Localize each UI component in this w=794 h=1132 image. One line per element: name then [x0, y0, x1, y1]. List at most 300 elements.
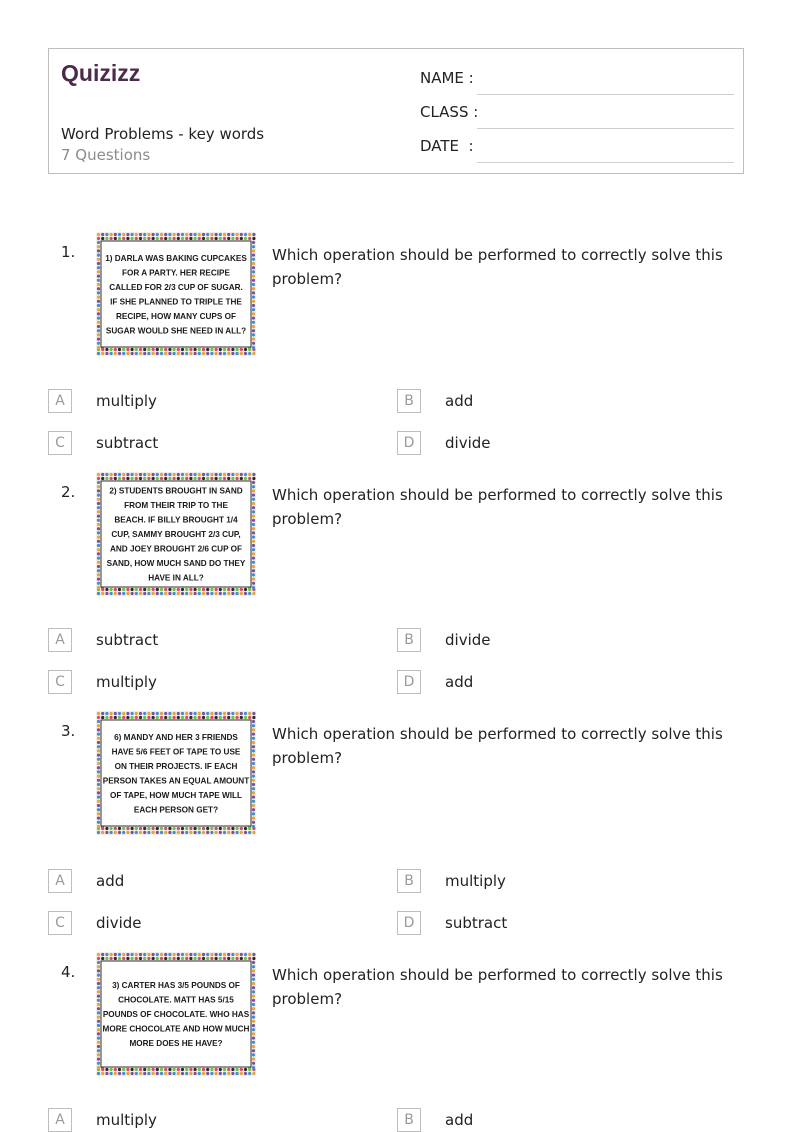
border-dot — [173, 588, 176, 591]
border-dot — [122, 957, 125, 960]
border-dot — [252, 510, 255, 513]
border-dot — [160, 592, 163, 595]
option-text: multiply — [445, 872, 506, 890]
border-dot — [223, 588, 226, 591]
border-dot — [210, 827, 213, 830]
border-dot — [252, 766, 255, 769]
border-dot — [168, 712, 171, 715]
border-dot — [97, 737, 100, 740]
option-a[interactable] — [48, 1108, 348, 1132]
border-dot — [252, 953, 255, 956]
border-dot — [189, 712, 192, 715]
border-dot — [164, 827, 167, 830]
border-dot — [210, 477, 213, 480]
border-dot — [156, 1068, 159, 1071]
border-dot — [135, 1068, 138, 1071]
border-dot — [122, 473, 125, 476]
border-dot — [97, 808, 100, 811]
border-dot — [210, 716, 213, 719]
border-dot — [252, 262, 255, 265]
border-dot — [252, 485, 255, 488]
border-dot — [252, 573, 255, 576]
border-dot — [97, 279, 100, 282]
border-dot — [97, 999, 100, 1002]
border-dot — [97, 548, 100, 551]
border-dot — [173, 233, 176, 236]
border-dot — [114, 957, 117, 960]
border-dot — [110, 831, 113, 834]
border-dot — [152, 827, 155, 830]
border-dot — [173, 352, 176, 355]
option-a[interactable] — [48, 389, 348, 413]
border-dot — [97, 527, 100, 530]
border-dot — [168, 1068, 171, 1071]
date-label: DATE : — [420, 137, 474, 155]
border-dot — [135, 953, 138, 956]
border-dot — [202, 477, 205, 480]
name-field[interactable] — [420, 69, 734, 93]
border-dot — [147, 712, 150, 715]
border-dot — [231, 233, 234, 236]
border-dot — [152, 352, 155, 355]
border-dot — [139, 716, 142, 719]
card-text: 6) MANDY AND HER 3 FRIENDS HAVE 5/6 FEET OF TAPE TO USE ON THEIR PROJECTS. IF EACH PERSON TAKES AN EQUAL AMOUNT OF TAPE, HOW MUCH TAPE WILL EACH PERSON GET? — [102, 732, 250, 815]
border-dot — [156, 1072, 159, 1075]
border-dot — [194, 1072, 197, 1075]
border-dot — [252, 1024, 255, 1027]
border-dot — [231, 716, 234, 719]
option-a[interactable] — [48, 869, 348, 893]
border-dot — [236, 831, 239, 834]
border-dot — [156, 831, 159, 834]
date-field[interactable] — [420, 137, 734, 161]
border-dot — [126, 1068, 129, 1071]
border-dot — [164, 1072, 167, 1075]
question-number: 1. — [61, 243, 76, 261]
border-dot — [198, 716, 201, 719]
border-dot — [164, 1068, 167, 1071]
border-dot — [231, 827, 234, 830]
border-dot — [97, 783, 100, 786]
border-dot — [202, 233, 205, 236]
border-dot — [185, 1072, 188, 1075]
border-dot — [114, 953, 117, 956]
border-dot — [252, 720, 255, 723]
border-dot — [114, 348, 117, 351]
border-dot — [164, 237, 167, 240]
border-dot — [185, 712, 188, 715]
border-dot — [97, 304, 100, 307]
border-dot — [198, 237, 201, 240]
border-dot — [177, 473, 180, 476]
border-dot — [198, 473, 201, 476]
border-dot — [118, 1072, 121, 1075]
border-dot — [210, 1072, 213, 1075]
border-dot — [252, 712, 255, 715]
border-dot — [147, 352, 150, 355]
border-dot — [97, 312, 100, 315]
border-dot — [219, 348, 222, 351]
border-dot — [105, 716, 108, 719]
border-dot — [97, 953, 100, 956]
border-dot — [114, 716, 117, 719]
border-dot — [97, 804, 100, 807]
border-dot — [139, 237, 142, 240]
border-dot — [118, 831, 121, 834]
option-c[interactable] — [48, 911, 348, 935]
border-dot — [135, 957, 138, 960]
border-dot — [252, 270, 255, 273]
border-dot — [206, 1068, 209, 1071]
border-dot — [215, 348, 218, 351]
border-dot — [97, 266, 100, 269]
border-dot — [97, 485, 100, 488]
border-dot — [252, 779, 255, 782]
option-c[interactable] — [48, 431, 348, 455]
border-dot — [227, 827, 230, 830]
option-text: divide — [445, 631, 491, 649]
border-dot — [198, 588, 201, 591]
border-dot — [215, 1072, 218, 1075]
border-dot — [244, 352, 247, 355]
border-dot — [215, 953, 218, 956]
border-dot — [147, 716, 150, 719]
border-dot — [156, 716, 159, 719]
border-dot — [244, 831, 247, 834]
border-dot — [131, 352, 134, 355]
border-dot — [97, 254, 100, 257]
border-dot — [189, 953, 192, 956]
card-text: 1) DARLA WAS BAKING CUPCAKES FOR A PARTY. HER RECIPE CALLED FOR 2/3 CUP OF SUGAR. IF SHE PLANNED TO TRIPLE THE RECIPE, HOW MANY CUPS OF SUGAR WOULD SHE NEED IN ALL? — [105, 253, 247, 336]
border-dot — [252, 831, 255, 834]
border-dot — [248, 477, 251, 480]
border-dot — [202, 957, 205, 960]
option-b[interactable] — [397, 1108, 697, 1132]
border-dot — [198, 957, 201, 960]
option-letter: D — [397, 911, 421, 935]
border-dot — [252, 494, 255, 497]
border-dot — [160, 237, 163, 240]
border-dot — [202, 827, 205, 830]
border-dot — [131, 348, 134, 351]
border-dot — [97, 241, 100, 244]
border-dot — [223, 477, 226, 480]
border-dot — [97, 1041, 100, 1044]
border-dot — [177, 831, 180, 834]
border-dot — [118, 712, 121, 715]
border-dot — [139, 712, 142, 715]
border-dot — [105, 1068, 108, 1071]
border-dot — [173, 831, 176, 834]
border-dot — [118, 827, 121, 830]
border-dot — [97, 770, 100, 773]
border-dot — [248, 233, 251, 236]
border-dot — [97, 489, 100, 492]
border-dot — [185, 1068, 188, 1071]
border-dot — [139, 1072, 142, 1075]
border-dot — [215, 831, 218, 834]
border-dot — [198, 352, 201, 355]
border-dot — [173, 592, 176, 595]
border-dot — [248, 237, 251, 240]
border-dot — [97, 1016, 100, 1019]
border-dot — [231, 1072, 234, 1075]
border-dot — [236, 233, 239, 236]
border-dot — [252, 978, 255, 981]
border-dot — [252, 477, 255, 480]
border-dot — [248, 712, 251, 715]
class-field[interactable] — [420, 103, 734, 127]
border-dot — [210, 237, 213, 240]
border-dot — [139, 233, 142, 236]
border-dot — [160, 473, 163, 476]
border-dot — [181, 348, 184, 351]
border-dot — [181, 237, 184, 240]
border-dot — [114, 831, 117, 834]
worksheet-header — [48, 48, 744, 174]
border-dot — [244, 592, 247, 595]
border-dot — [97, 1020, 100, 1023]
border-dot — [105, 592, 108, 595]
border-dot — [97, 346, 100, 349]
border-dot — [189, 233, 192, 236]
border-dot — [97, 766, 100, 769]
option-d[interactable] — [397, 670, 697, 694]
border-dot — [126, 237, 129, 240]
border-dot — [101, 957, 104, 960]
option-d[interactable] — [397, 431, 697, 455]
option-a[interactable] — [48, 628, 348, 652]
border-dot — [156, 352, 159, 355]
border-dot — [210, 592, 213, 595]
border-dot — [185, 352, 188, 355]
border-dot — [240, 352, 243, 355]
option-b[interactable] — [397, 389, 697, 413]
border-dot — [231, 348, 234, 351]
border-dot — [110, 592, 113, 595]
border-dot — [139, 592, 142, 595]
border-dot — [97, 317, 100, 320]
border-dot — [189, 827, 192, 830]
border-dot — [231, 352, 234, 355]
border-dot — [252, 758, 255, 761]
border-dot — [97, 275, 100, 278]
border-dot — [173, 348, 176, 351]
border-dot — [227, 473, 230, 476]
border-dot — [181, 953, 184, 956]
border-dot — [97, 262, 100, 265]
border-dot — [227, 1068, 230, 1071]
border-dot — [114, 1072, 117, 1075]
border-dot — [252, 770, 255, 773]
border-dot — [97, 758, 100, 761]
border-dot — [122, 592, 125, 595]
border-dot — [210, 588, 213, 591]
border-dot — [194, 1068, 197, 1071]
border-dot — [126, 716, 129, 719]
border-dot — [152, 1072, 155, 1075]
worksheet-title: Word Problems - key words — [61, 125, 265, 143]
border-dot — [244, 827, 247, 830]
border-dot — [160, 352, 163, 355]
border-dot — [252, 804, 255, 807]
border-dot — [227, 716, 230, 719]
border-dot — [185, 831, 188, 834]
border-dot — [252, 724, 255, 727]
border-dot — [126, 477, 129, 480]
border-dot — [126, 1072, 129, 1075]
border-dot — [252, 749, 255, 752]
option-b[interactable] — [397, 869, 697, 893]
border-dot — [252, 317, 255, 320]
border-dot — [139, 473, 142, 476]
border-dot — [252, 300, 255, 303]
border-dot — [97, 961, 100, 964]
border-dot — [252, 961, 255, 964]
question-image — [96, 711, 256, 835]
border-dot — [244, 957, 247, 960]
border-dot — [223, 953, 226, 956]
border-dot — [206, 348, 209, 351]
question-number: 2. — [61, 483, 76, 501]
border-dot — [231, 712, 234, 715]
border-dot — [252, 473, 255, 476]
border-dot — [252, 1072, 255, 1075]
border-dot — [210, 473, 213, 476]
border-dot — [152, 233, 155, 236]
border-dot — [181, 712, 184, 715]
border-dot — [143, 712, 146, 715]
border-dot — [164, 953, 167, 956]
border-dot — [206, 831, 209, 834]
border-dot — [122, 1072, 125, 1075]
border-dot — [160, 233, 163, 236]
border-dot — [152, 716, 155, 719]
border-dot — [147, 1068, 150, 1071]
border-dot — [252, 338, 255, 341]
border-dot — [206, 957, 209, 960]
border-dot — [248, 352, 251, 355]
border-dot — [252, 762, 255, 765]
border-dot — [252, 999, 255, 1002]
border-dot — [181, 831, 184, 834]
border-dot — [252, 796, 255, 799]
border-dot — [160, 588, 163, 591]
border-dot — [97, 1007, 100, 1010]
border-dot — [185, 592, 188, 595]
border-dot — [97, 1024, 100, 1027]
border-dot — [252, 502, 255, 505]
border-dot — [168, 716, 171, 719]
border-dot — [101, 716, 104, 719]
border-dot — [168, 588, 171, 591]
border-dot — [236, 1068, 239, 1071]
border-dot — [198, 592, 201, 595]
border-dot — [135, 827, 138, 830]
border-dot — [219, 716, 222, 719]
border-dot — [236, 716, 239, 719]
border-dot — [97, 745, 100, 748]
border-dot — [194, 953, 197, 956]
border-dot — [97, 592, 100, 595]
border-dot — [97, 291, 100, 294]
border-dot — [252, 557, 255, 560]
border-dot — [126, 831, 129, 834]
border-dot — [252, 969, 255, 972]
border-dot — [252, 733, 255, 736]
border-dot — [252, 1045, 255, 1048]
border-dot — [97, 494, 100, 497]
border-dot — [168, 233, 171, 236]
border-dot — [97, 982, 100, 985]
border-dot — [177, 592, 180, 595]
border-dot — [206, 237, 209, 240]
border-dot — [215, 352, 218, 355]
border-dot — [252, 1028, 255, 1031]
border-dot — [244, 716, 247, 719]
border-dot — [236, 477, 239, 480]
border-dot — [252, 775, 255, 778]
option-d[interactable] — [397, 911, 697, 935]
border-dot — [240, 473, 243, 476]
border-dot — [240, 712, 243, 715]
border-dot — [131, 477, 134, 480]
border-dot — [252, 974, 255, 977]
border-dot — [118, 953, 121, 956]
border-dot — [126, 712, 129, 715]
border-dot — [139, 953, 142, 956]
border-dot — [248, 592, 251, 595]
border-dot — [97, 338, 100, 341]
border-dot — [97, 531, 100, 534]
option-c[interactable] — [48, 670, 348, 694]
border-dot — [101, 233, 104, 236]
border-dot — [97, 237, 100, 240]
border-dot — [168, 592, 171, 595]
border-dot — [97, 519, 100, 522]
border-dot — [244, 473, 247, 476]
border-dot — [219, 473, 222, 476]
border-dot — [118, 477, 121, 480]
border-dot — [160, 348, 163, 351]
border-dot — [97, 712, 100, 715]
border-dot — [97, 1062, 100, 1065]
border-dot — [101, 477, 104, 480]
border-dot — [219, 233, 222, 236]
border-dot — [244, 348, 247, 351]
border-dot — [122, 1068, 125, 1071]
border-dot — [194, 473, 197, 476]
option-letter: B — [397, 869, 421, 893]
border-dot — [248, 831, 251, 834]
border-dot — [189, 477, 192, 480]
border-dot — [131, 712, 134, 715]
border-dot — [114, 233, 117, 236]
option-b[interactable] — [397, 628, 697, 652]
border-dot — [164, 957, 167, 960]
border-dot — [118, 588, 121, 591]
border-dot — [215, 477, 218, 480]
border-dot — [202, 1068, 205, 1071]
question-image — [96, 952, 256, 1076]
border-dot — [168, 827, 171, 830]
border-dot — [156, 473, 159, 476]
border-dot — [181, 588, 184, 591]
border-dot — [252, 586, 255, 589]
border-dot — [223, 831, 226, 834]
border-dot — [156, 348, 159, 351]
border-dot — [236, 953, 239, 956]
